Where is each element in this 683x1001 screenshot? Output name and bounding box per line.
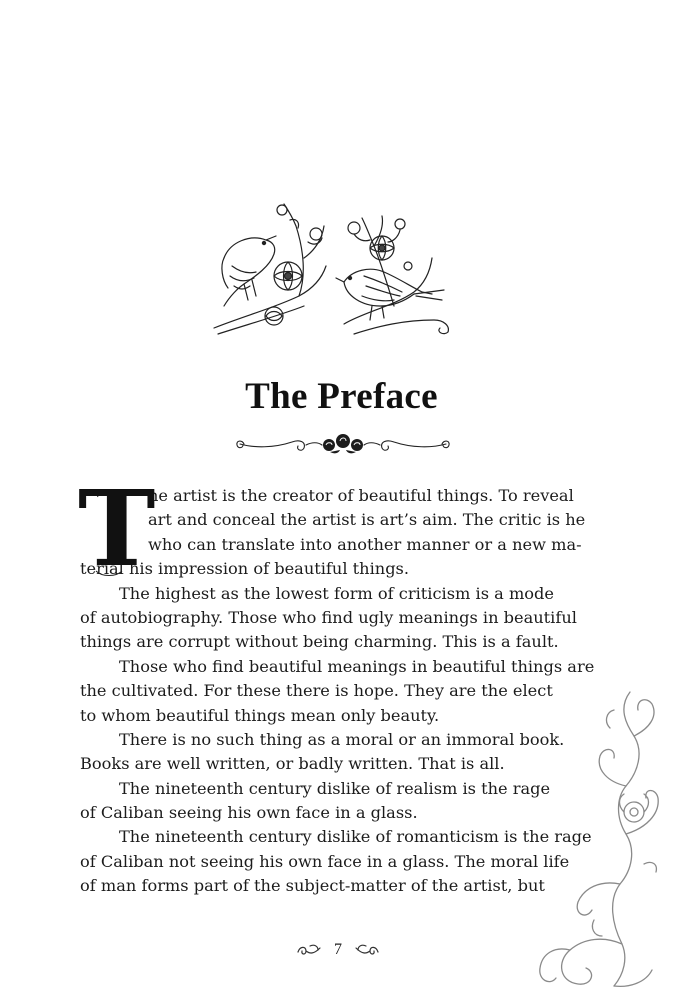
text-line: things are corrupt without being charming. This is a fault.: [80, 632, 559, 652]
page-number: 7: [334, 941, 342, 958]
drop-cap: [78, 467, 156, 590]
birds-illustration: [204, 196, 470, 346]
text-line: the cultivated. For these there is hope. They are the elect: [80, 681, 553, 701]
page-title: The Preface: [245, 376, 438, 417]
floral-corner-ornament-icon: [534, 688, 674, 994]
rose-flourish-divider-icon: [234, 428, 452, 458]
text-line: of autobiography. Those who find ugly meanings in beautiful: [80, 607, 577, 627]
page-footer: [268, 938, 408, 962]
text-line: The highest as the lowest form of criticism is a mode: [119, 583, 554, 603]
text-line: who can translate into another manner or a new ma-: [148, 534, 582, 554]
drop-cap-letter: T: [78, 467, 156, 590]
scroll-flourish-icon: [354, 942, 380, 958]
text-line: The nineteenth century dislike of realism is the rage: [119, 778, 551, 798]
text-line: Those who find beautiful meanings in beautiful things are: [119, 656, 595, 676]
text-line: he artist is the creator of beautiful things. To reveal: [148, 486, 574, 505]
text-line: of Caliban not seeing his own face in a glass. The moral life: [80, 851, 570, 871]
text-line: of Caliban seeing his own face in a glass.: [80, 803, 418, 823]
text-line: art and conceal the artist is art’s aim. The critic is he: [148, 510, 586, 530]
text-line: of man forms part of the subject-matter of the artist, but: [80, 876, 545, 896]
scroll-flourish-icon: [296, 942, 322, 958]
text-line: to whom beautiful things mean only beauty.: [80, 705, 440, 725]
text-line: Books are well written, or badly written. That is all.: [80, 754, 505, 774]
text-line: terial his impression of beautiful things.: [80, 559, 410, 579]
preface-body: [78, 467, 595, 899]
text-line: The nineteenth century dislike of romanticism is the rage: [119, 827, 592, 847]
text-line: There is no such thing as a moral or an immoral book.: [119, 729, 565, 749]
